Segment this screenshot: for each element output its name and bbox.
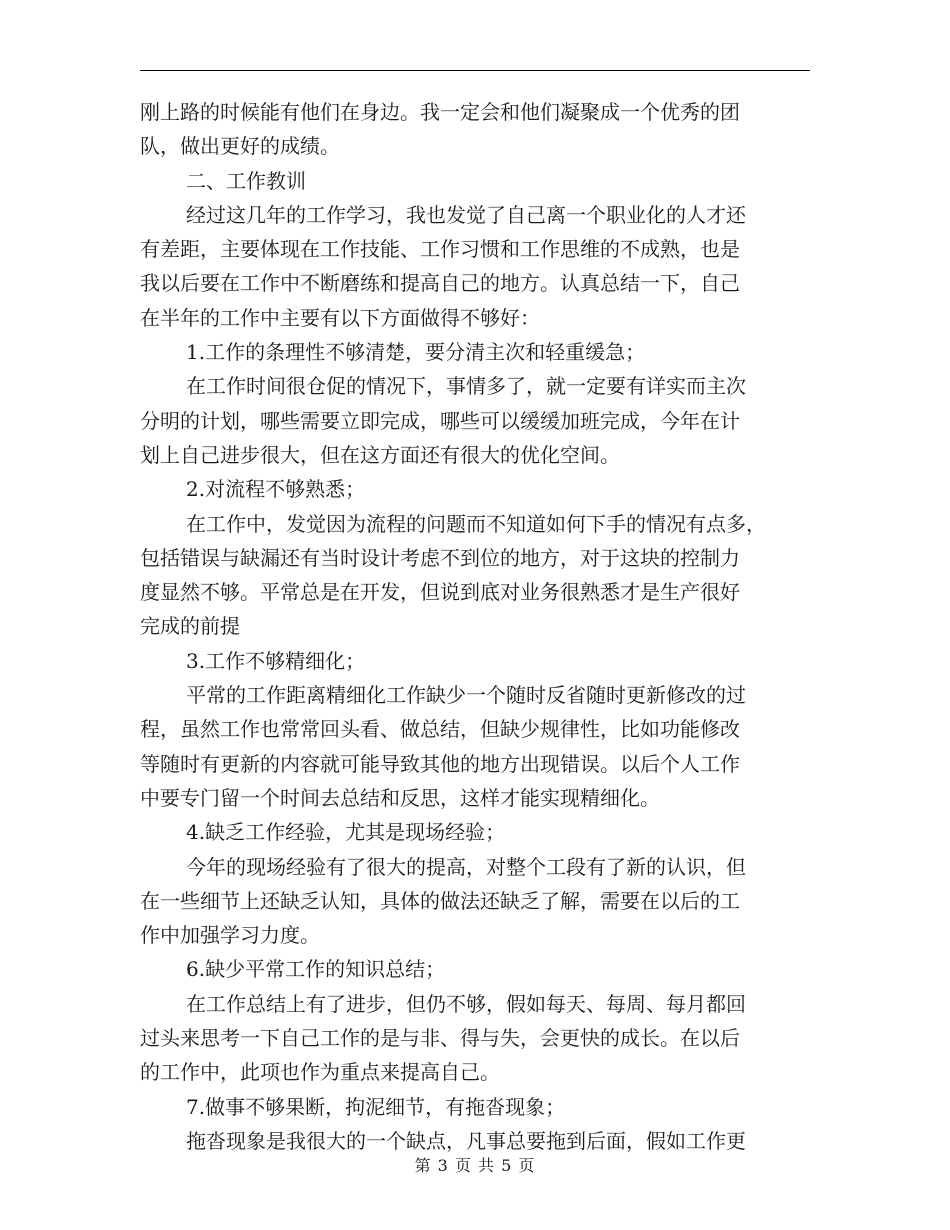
text-line: 拖沓现象是我很大的一个缺点，凡事总要拖到后面，假如工作更 bbox=[186, 1128, 746, 1153]
text-line: 分明的计划，哪些需要立即完成，哪些可以缓缓加班完成，今年在计 bbox=[140, 408, 740, 433]
text-line: 过头来思考一下自己工作的是与非、得与失，会更快的成长。在以后 bbox=[140, 1026, 740, 1051]
text-line: 二、工作教训 bbox=[186, 168, 306, 193]
text-line: 在工作时间很仓促的情况下，事情多了，就一定要有详实而主次 bbox=[186, 374, 746, 399]
text-line: 的工作中，此项也作为重点来提高自己。 bbox=[140, 1060, 500, 1085]
text-line: 中要专门留一个时间去总结和反思，这样才能实现精细化。 bbox=[140, 785, 660, 810]
text-line: 7.做事不够果断，拘泥细节，有拖沓现象； bbox=[186, 1094, 566, 1119]
text-line: 划上自己进步很大，但在这方面还有很大的优化空间。 bbox=[140, 442, 620, 467]
text-line: 度显然不够。平常总是在开发，但说到底对业务很熟悉才是生产很好 bbox=[140, 580, 740, 605]
text-line: 2.对流程不够熟悉； bbox=[186, 477, 366, 502]
text-line: 有差距，主要体现在工作技能、工作习惯和工作思维的不成熟，也是 bbox=[140, 237, 740, 262]
text-line: 完成的前提 bbox=[140, 614, 240, 639]
text-line: 等随时有更新的内容就可能导致其他的地方出现错误。以后个人工作 bbox=[140, 751, 740, 776]
text-line: 今年的现场经验有了很大的提高，对整个工段有了新的认识，但 bbox=[186, 854, 746, 879]
header-rule bbox=[140, 70, 810, 71]
page-number-footer: 第 3 页 共 5 页 bbox=[414, 1156, 536, 1175]
text-line: 1.工作的条理性不够清楚，要分清主次和轻重缓急； bbox=[186, 340, 646, 365]
text-line: 4.缺乏工作经验，尤其是现场经验； bbox=[186, 820, 506, 845]
text-line: 作中加强学习力度。 bbox=[140, 923, 320, 948]
text-line: 队，做出更好的成绩。 bbox=[140, 134, 340, 159]
text-line: 平常的工作距离精细化工作缺少一个随时反省随时更新修改的过 bbox=[186, 683, 746, 708]
text-line: 3.工作不够精细化； bbox=[186, 648, 366, 673]
text-line: 程，虽然工作也常常回头看、做总结，但缺少规律性，比如功能修改 bbox=[140, 717, 740, 742]
text-line: 在一些细节上还缺乏认知，具体的做法还缺乏了解，需要在以后的工 bbox=[140, 888, 740, 913]
text-line: 在工作中，发觉因为流程的问题而不知道如何下手的情况有点多， bbox=[186, 511, 766, 536]
text-line: 在半年的工作中主要有以下方面做得不够好： bbox=[140, 305, 540, 330]
text-line: 刚上路的时候能有他们在身边。我一定会和他们凝聚成一个优秀的团 bbox=[140, 100, 740, 124]
text-line: 包括错误与缺漏还有当时设计考虑不到位的地方，对于这块的控制力 bbox=[140, 545, 740, 570]
text-line: 经过这几年的工作学习，我也发觉了自己离一个职业化的人才还 bbox=[186, 202, 746, 227]
text-line: 我以后要在工作中不断磨练和提高自己的地方。认真总结一下，自己 bbox=[140, 271, 740, 296]
text-line: 在工作总结上有了进步，但仍不够，假如每天、每周、每月都回 bbox=[186, 991, 746, 1016]
text-line: 6.缺少平常工作的知识总结； bbox=[186, 957, 446, 982]
document-body bbox=[140, 95, 810, 1158]
